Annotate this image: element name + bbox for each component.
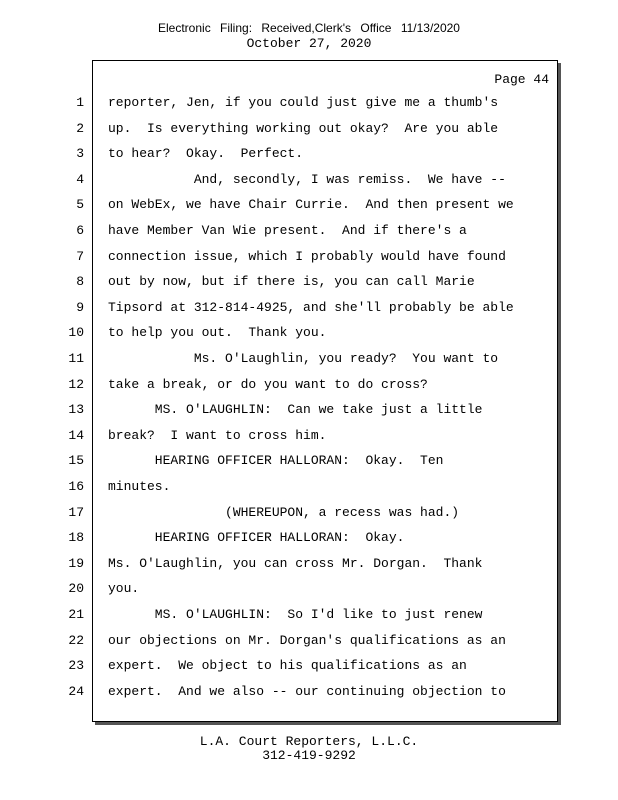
line-number: 2 xyxy=(76,121,84,136)
line-number: 16 xyxy=(68,479,84,494)
line-text: reporter, Jen, if you could just give me a thumb's xyxy=(108,95,499,110)
line-text: you. xyxy=(108,581,140,596)
line-text: MS. O'LAUGHLIN: So I'd like to just renew xyxy=(108,607,483,622)
line-text: Tipsord at 312-814-4925, and she'll probably be able xyxy=(108,300,514,315)
line-number: 6 xyxy=(76,223,84,238)
line-text: on WebEx, we have Chair Currie. And then present we xyxy=(108,197,514,212)
reporter-phone: 312-419-9292 xyxy=(262,748,356,763)
line-text: (WHEREUPON, a recess was had.) xyxy=(108,505,460,520)
line-number: 9 xyxy=(76,300,84,315)
line-number: 7 xyxy=(76,249,84,264)
line-text: connection issue, which I probably would have found xyxy=(108,249,506,264)
filing-stamp: Electronic Filing: Received,Clerk's Office 11/13/2020 xyxy=(158,21,460,35)
line-number: 4 xyxy=(76,172,84,187)
line-text: HEARING OFFICER HALLORAN: Okay. Ten xyxy=(108,453,444,468)
line-number: 24 xyxy=(68,684,84,699)
line-number: 12 xyxy=(68,377,84,392)
line-number: 19 xyxy=(68,556,84,571)
line-number: 5 xyxy=(76,197,84,212)
line-number: 8 xyxy=(76,274,84,289)
line-text: And, secondly, I was remiss. We have -- xyxy=(108,172,506,187)
line-number: 22 xyxy=(68,633,84,648)
line-text: to help you out. Thank you. xyxy=(108,325,327,340)
line-text: Ms. O'Laughlin, you ready? You want to xyxy=(108,351,499,366)
line-text: out by now, but if there is, you can call Marie xyxy=(108,274,475,289)
line-text: expert. And we also -- our continuing objection to xyxy=(108,684,506,699)
line-number: 11 xyxy=(68,351,84,366)
line-number: 1 xyxy=(76,95,84,110)
line-number: 13 xyxy=(68,402,84,417)
line-number: 18 xyxy=(68,530,84,545)
page-number: Page 44 xyxy=(494,72,549,87)
line-number: 15 xyxy=(68,453,84,468)
line-number: 20 xyxy=(68,581,84,596)
line-number: 17 xyxy=(68,505,84,520)
line-text: Ms. O'Laughlin, you can cross Mr. Dorgan. Thank xyxy=(108,556,483,571)
line-text: take a break, or do you want to do cross? xyxy=(108,377,428,392)
transcript-date: October 27, 2020 xyxy=(246,36,372,51)
line-text: our objections on Mr. Dorgan's qualifications as an xyxy=(108,633,506,648)
line-number: 21 xyxy=(68,607,84,622)
line-text: to hear? Okay. Perfect. xyxy=(108,146,304,161)
line-number: 3 xyxy=(76,146,84,161)
line-text: expert. We object to his qualifications as an xyxy=(108,658,467,673)
line-text: have Member Van Wie present. And if there's a xyxy=(108,223,467,238)
line-number: 23 xyxy=(68,658,84,673)
line-text: HEARING OFFICER HALLORAN: Okay. xyxy=(108,530,405,545)
line-text: minutes. xyxy=(108,479,171,494)
reporter-company: L.A. Court Reporters, L.L.C. xyxy=(199,734,419,749)
line-number: 10 xyxy=(68,325,84,340)
line-text: up. Is everything working out okay? Are you able xyxy=(108,121,499,136)
line-number: 14 xyxy=(68,428,84,443)
line-text: MS. O'LAUGHLIN: Can we take just a little xyxy=(108,402,483,417)
line-text: break? I want to cross him. xyxy=(108,428,327,443)
